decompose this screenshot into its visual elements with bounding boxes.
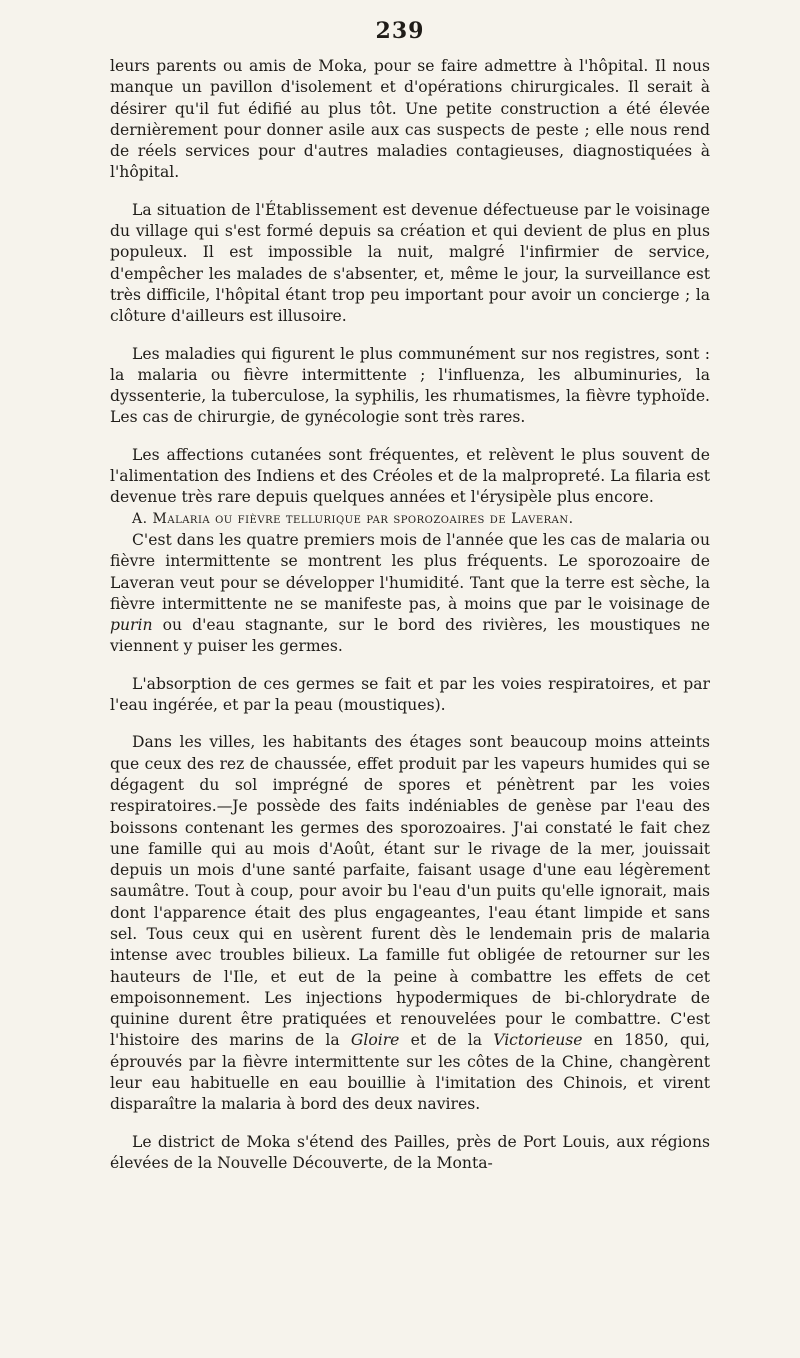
paragraph-water-genesis-text-1: Dans les villes, les habitants des étages sont beaucoup moins atteints que ceux des rez de chaussée, effet produit par les vapeurs humides qui se dégagent du sol imprégné de spores et pénètrent par les voies respiratoires.—Je possède des faits indéniables de genèse par l'eau des boissons contenant les germes des sporozoaires. J'ai constaté le fait chez une famille qui au mois d'Août, étant sur le rivage de la mer, jouissait depuis un mois d'une santé parfaite, faisant usage d'une eau légèrement saumâtre. Tout à coup, pour avoir bu l'eau d'un puits qu'elle ignorait, mais dont l'apparence était des plus engageantes, l'eau étant limpide et sans sel. Tous ceux qui en usèrent furent dès le lendemain pris de malaria intense avec troubles bilieux. La famille fut obligée de retourner sur les hauteurs de l'Ile, et eut de la peine à combattre les effets de cet empoisonnement. Les injections hypodermiques de bi-chlorydrate de quinine durent être pratiquées et renouvelées pour le combattre. C'est l'histoire des marins de la: [110, 733, 710, 1050]
section-title-malaria: Malaria: [152, 510, 211, 527]
paragraph-water-genesis-text-3: en 1850, qui, éprouvés par la fièvre intermittente sur les côtes de la Chine, changèrent leur eau habituelle en eau bouillie à l'imitation des Chinois, et virent disparaître la malaria à bord des deux navires.: [110, 1031, 710, 1114]
paragraph-germ-absorption: L'absorption de ces germes se fait et par les voies respiratoires, et par l'eau ingérée, et par la peau (moustiques).: [110, 674, 710, 715]
section-letter: A.: [132, 510, 148, 527]
page-number: 239: [375, 18, 425, 44]
paragraph-establishment-situation: La situation de l'Établissement est devenue défectueuse par le voisinage du village qui s'est formé depuis sa création et qui devient de plus en plus populeux. Il est impossible la nuit, malgré l'infirmier de service, d'empêcher les malades de s'absenter, et, même le jour, la surveillance est très difficile, l'hôpital étant trop peu important pour avoir un concierge ; la clôture d'ailleurs est illusoire.: [110, 200, 710, 326]
paragraph-malaria-season-text-2: ou d'eau stagnante, sur le bord des rivières, les moustiques ne viennent y puiser les germes.: [110, 616, 710, 656]
section-title-middle: ou fièvre tellurique par sporozoaires de: [210, 510, 512, 527]
paragraph-malaria-season-italic: purin: [110, 616, 153, 635]
paragraph-moka-district: Le district de Moka s'étend des Pailles, près de Port Louis, aux régions élevées de la Nouvelle Découverte, de la Monta-: [110, 1132, 710, 1172]
ship-name-victorieuse: Victorieuse: [493, 1031, 583, 1050]
section-title-laveran: Laveran: [511, 510, 569, 527]
paragraph-water-genesis-text-2: et de la: [399, 1031, 494, 1050]
paragraph-common-diseases: Les maladies qui figurent le plus communément sur nos registres, sont : la malaria ou fièvre intermittente ; l'influenza, les albuminuries, la dyssenterie, la tuberculose, la syphilis, les rhumatismes, la fièvre typhoïde. Les cas de chirurgie, de gynécologie sont très rares.: [110, 344, 710, 427]
paragraph-skin-affections: Les affections cutanées sont fréquentes, et relèvent le plus souvent de l'alimentation des Indiens et des Créoles et de la malpropreté. La filaria est devenue très rare depuis quelques années et l'érysipèle plus encore.: [110, 445, 710, 507]
paragraph-malaria-season: [110, 530, 710, 658]
paragraph-hospital-needs: leurs parents ou amis de Moka, pour se faire admettre à l'hôpital. Il nous manque un pavillon d'isolement et d'opérations chirurgicales. Il serait à désirer qu'il fut édifié au plus tôt. Une petite construction a été élevée dernièrement pour donner asile aux cas suspects de peste ; elle nous rend de réels services pour d'autres maladies contagieuses, diagnostiquées à l'hôpital.: [110, 57, 710, 182]
ship-name-gloire: Gloire: [350, 1031, 400, 1050]
section-heading-malaria: [110, 509, 710, 530]
section-title-period: .: [568, 510, 574, 527]
paragraph-water-genesis: [110, 732, 710, 1115]
body-text: [110, 56, 710, 1174]
paragraph-malaria-season-text-1: C'est dans les quatre premiers mois de l'année que les cas de malaria ou fièvre intermittente se montrent les plus fréquents. Le sporozoaire de Laveran veut pour se développer l'humidité. Tant que la terre est sèche, la fièvre intermittente ne se manifeste pas, à moins que par le voisinage de: [110, 530, 710, 613]
